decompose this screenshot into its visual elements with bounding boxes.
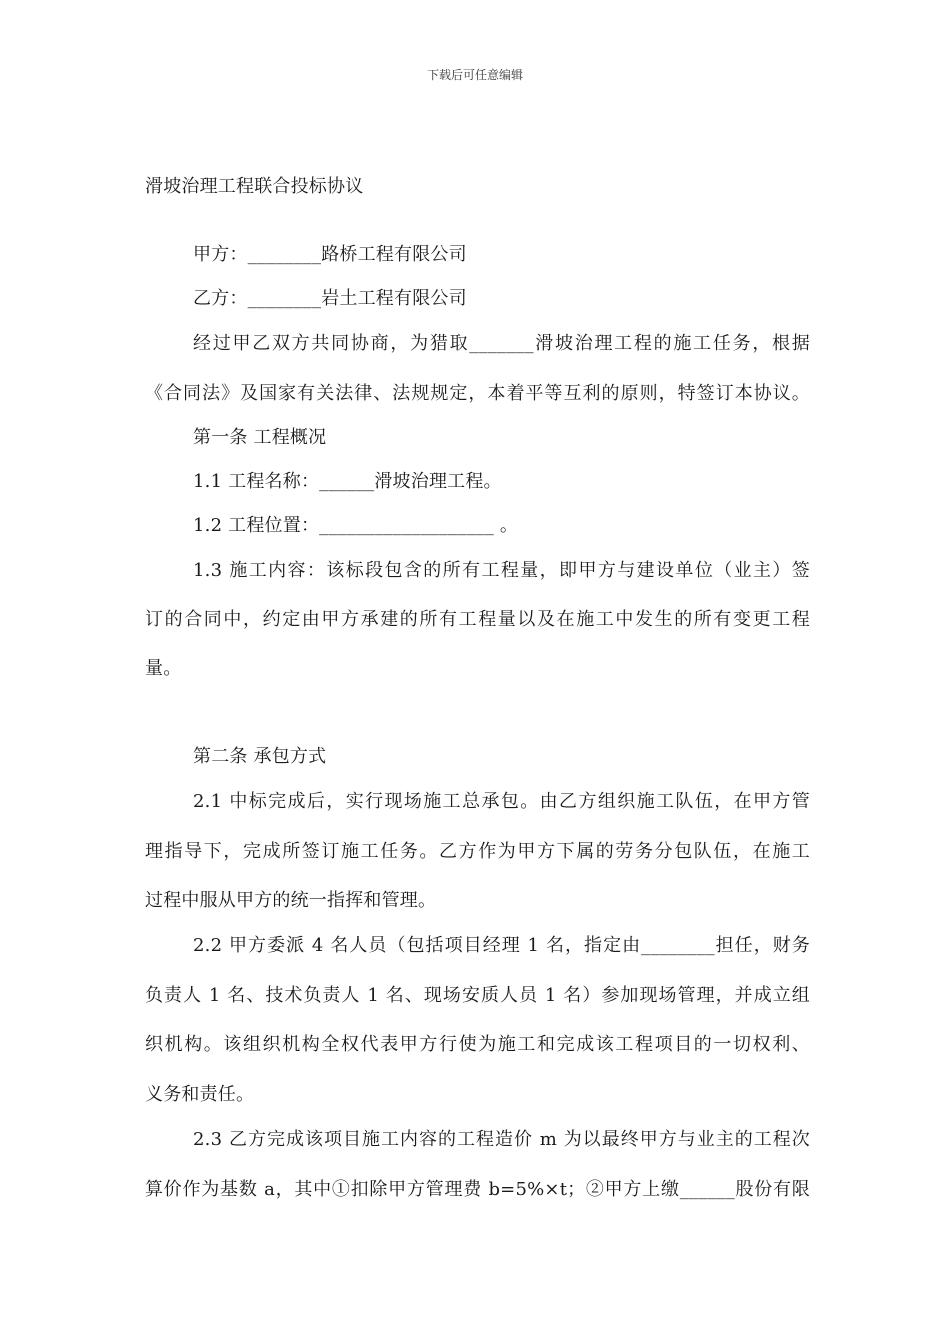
header-note: 下载后可任意编辑	[426, 68, 523, 82]
preamble-line-2: 《合同法》及国家有关法律、法规规定，本着平等互利的原则，特签订本协议。	[145, 383, 810, 404]
item-2-1-line-1: 2.1 中标完成后，实行现场施工总承包。由乙方组织施工队伍，在甲方管	[193, 791, 810, 812]
item-2-2-line-3: 织机构。该组织机构全权代表甲方行使为施工和完成该工程项目的一切权利、	[145, 1034, 810, 1055]
item-1-3-line-1: 1.3 施工内容：该标段包含的所有工程量，即甲方与建设单位（业主）签	[193, 560, 810, 581]
preamble-line-1: 经过甲乙双方共同协商，为猎取_______滑坡治理工程的施工任务，根据	[193, 333, 810, 354]
item-1-2: 1.2 工程位置：___________________ 。	[193, 515, 519, 536]
item-1-1: 1.1 工程名称：______滑坡治理工程。	[193, 471, 502, 492]
item-2-2-line-1: 2.2 甲方委派 4 名人员（包括项目经理 1 名，指定由________担任，财务	[193, 935, 810, 956]
item-2-2-line-2: 负责人 1 名、技术负责人 1 名、现场安质人员 1 名）参加现场管理，并成立组	[145, 985, 810, 1006]
item-2-3-line-1: 2.3 乙方完成该项目施工内容的工程造价 m 为以最终甲方与业主的工程次	[193, 1129, 810, 1150]
item-1-3-line-3: 量。	[145, 658, 182, 679]
article-1-heading: 第一条 工程概况	[193, 427, 327, 448]
article-2-heading: 第二条 承包方式	[193, 746, 327, 767]
party-a-line: 甲方：________路桥工程有限公司	[193, 244, 467, 265]
item-2-2-line-4: 义务和责任。	[145, 1084, 255, 1105]
item-2-1-line-2: 理指导下，完成所签订施工任务。乙方作为甲方下属的劳务分包队伍，在施工	[145, 841, 810, 862]
item-2-1-line-3: 过程中服从甲方的统一指挥和管理。	[145, 890, 437, 911]
item-1-3-line-2: 订的合同中，约定由甲方承建的所有工程量以及在施工中发生的所有变更工程	[145, 609, 810, 630]
document-title: 滑坡治理工程联合投标协议	[145, 176, 364, 197]
item-2-3-line-2: 算价作为基数 a，其中①扣除甲方管理费 b=5%×t；②甲方上缴______股份有限	[145, 1179, 810, 1200]
party-b-line: 乙方：________岩土工程有限公司	[193, 288, 467, 309]
